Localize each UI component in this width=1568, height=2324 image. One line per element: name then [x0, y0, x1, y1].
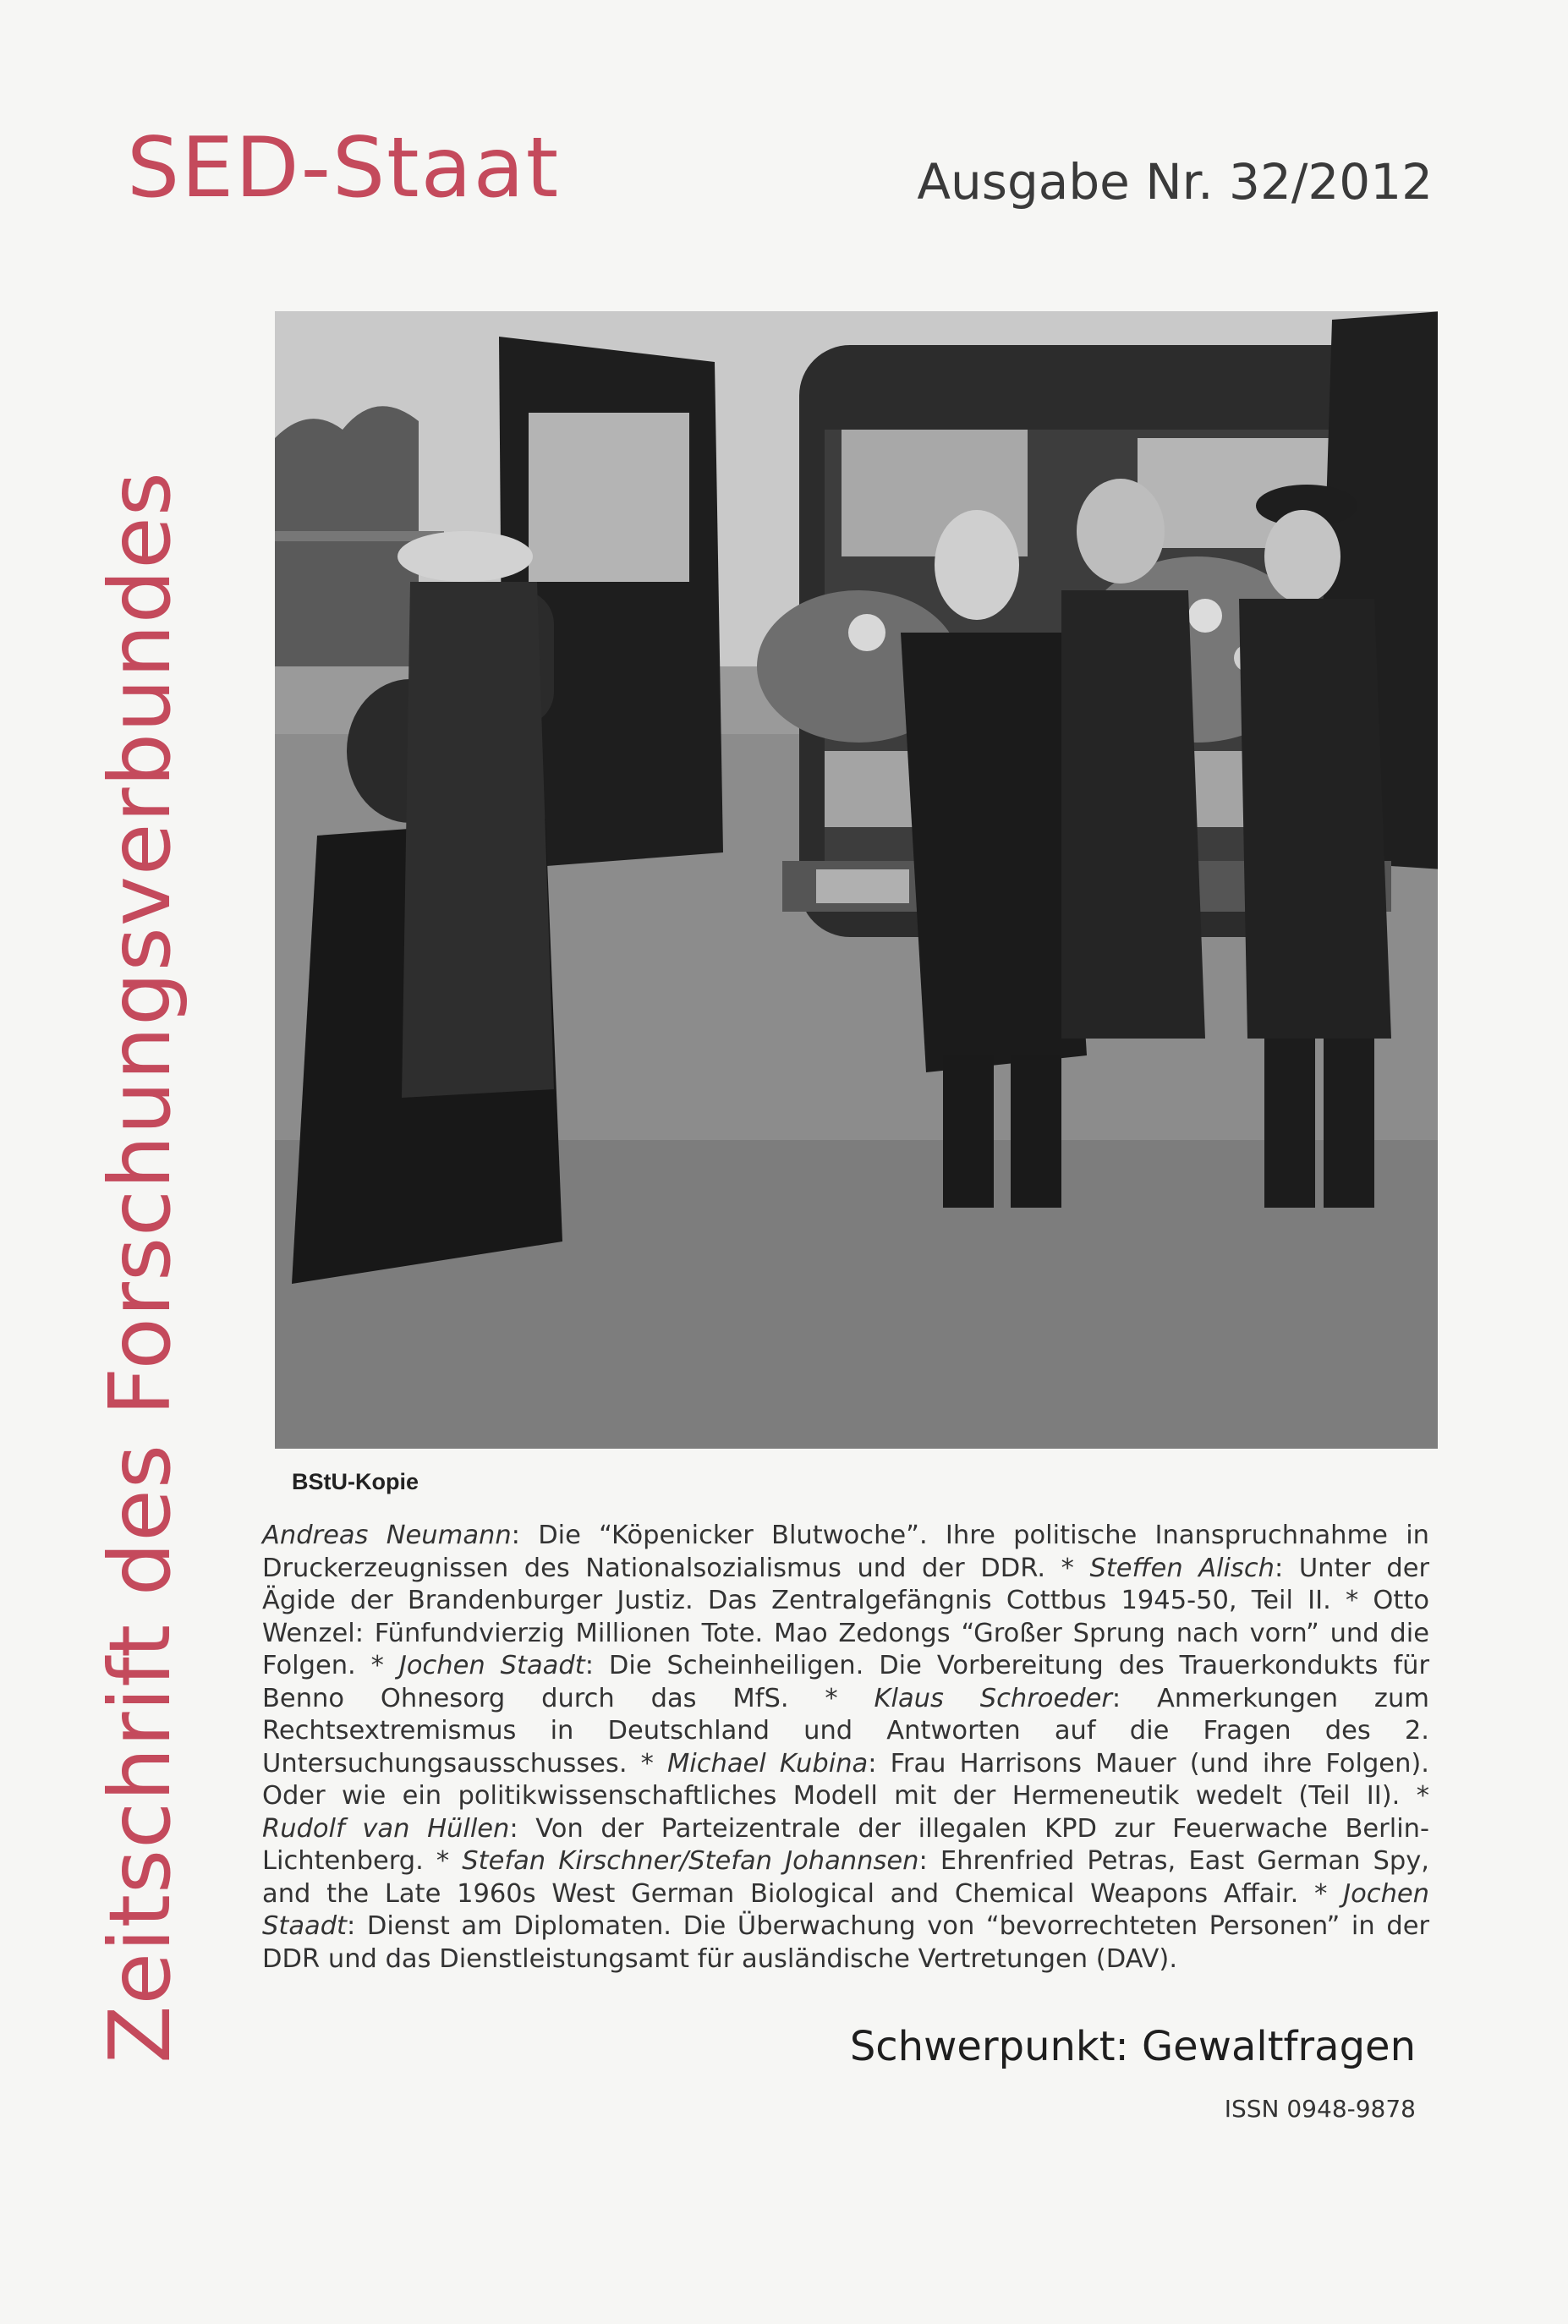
toc-text: : Dienst am Diplomaten. Die Überwachung von “bevorrechteten Personen” in der DDR und das Dienstleistungsamt für ausländische Vertretungen (DAV). [262, 1911, 1429, 1974]
toc-author: Michael Kubina [666, 1748, 869, 1779]
toc-author: Andreas Neumann [262, 1521, 512, 1550]
toc-text: : Die Scheinheiligen. Die Vorbereitung des Trauerkondukts für Benno Ohnesorg durch das MfS. * [262, 1651, 1429, 1713]
toc-text: : Frau Harrisons Mauer (und ihre Folgen). Oder wie ein politikwissenschaftliches Modell mit der Hermeneutik wedelt (Teil II). * [262, 1748, 1429, 1811]
vertical-title: Zeitschrift des Forschungsverbundes [90, 471, 189, 2064]
toc-text: : Anmerkungen zum Rechtsextremismus in Deutschland und Antworten auf die Fragen des 2. Untersuchungsausschusses. * [262, 1683, 1429, 1779]
table-of-contents [262, 1520, 1429, 1976]
cover-photo [275, 311, 1438, 1449]
magazine-title: SED-Staat [127, 120, 561, 217]
toc-author: Rudolf van Hüllen [262, 1813, 510, 1844]
focus-topic: Schwerpunkt: Gewaltfragen [849, 2023, 1416, 2070]
toc-author: Steffen Alisch [1089, 1553, 1275, 1583]
toc-text: : Unter der Ägide der Brandenburger Justiz. Das Zentralgefängnis Cottbus 1945-50, Teil II. * Otto Wenzel: Fünfundvierzig Millionen Tote. Mao Zedongs “Großer Sprung nach vorn” und die Folgen. * [262, 1553, 1430, 1680]
toc-author: Jochen Staadt [398, 1651, 585, 1680]
issn-number: ISSN 0948-9878 [1224, 2095, 1416, 2123]
vertical-title-wrapper [90, 471, 189, 2064]
toc-author: Stefan Kirschner/Stefan Johannsen [462, 1846, 919, 1876]
toc-text: : Von der Parteizentrale der illegalen KPD zur Feuerwache Berlin-Lichtenberg. * [262, 1813, 1429, 1876]
toc-text: : Die “Köpenicker Blutwoche”. Ihre politische Inanspruchnahme in Druckerzeugnissen des Nationalsozialismus und der DDR. * [262, 1521, 1429, 1583]
toc-text: : Ehrenfried Petras, East German Spy, and the Late 1960s West German Biological and Chemical Weapons Affair. * [262, 1846, 1430, 1909]
photo-illustration [275, 311, 1438, 1449]
toc-author: Klaus Schroeder [874, 1683, 1112, 1713]
toc-author: Jochen Staadt [262, 1878, 1429, 1941]
photo-credit: BStU-Kopie [292, 1469, 419, 1494]
issue-number: Ausgabe Nr. 32/2012 [917, 153, 1433, 211]
